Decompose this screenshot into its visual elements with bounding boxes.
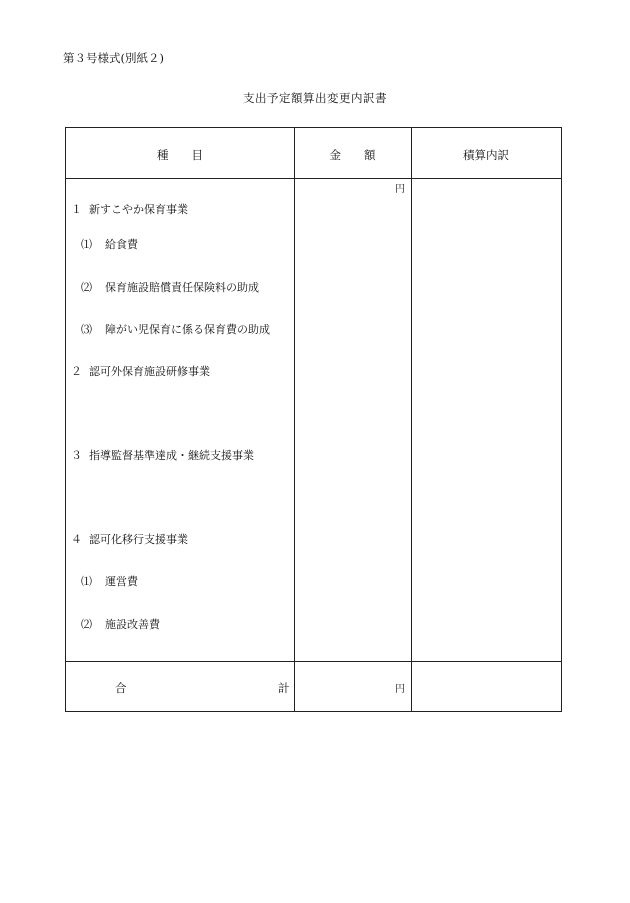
item-number: ⑶ (81, 323, 92, 336)
item-label: 障がい児保育に係る保育費の助成 (105, 323, 270, 336)
header-item: 種 目 (157, 148, 203, 162)
header-breakdown: 積算内訳 (463, 148, 509, 162)
item-number: ３ (71, 449, 82, 462)
item-number: ２ (71, 365, 82, 378)
list-item (81, 236, 138, 252)
item-label: 指導監督基準達成・継続支援事業 (89, 449, 254, 462)
item-label: 運営費 (105, 575, 138, 588)
header-amount: 金 額 (329, 148, 376, 162)
item-number: ⑴ (81, 575, 92, 588)
item-label: 施設改善費 (105, 618, 160, 631)
list-item (71, 531, 188, 547)
amount-unit: 円 (395, 184, 405, 195)
form-number: 第３号様式(別紙２) (63, 51, 164, 65)
breakdown-table (65, 127, 562, 712)
total-label-left: 合 (115, 681, 127, 695)
item-label: 給食費 (105, 238, 138, 251)
total-amount-unit: 円 (395, 684, 405, 695)
list-item (71, 363, 210, 379)
item-label: 保育施設賠償責任保険料の助成 (105, 281, 259, 294)
header-divider (66, 178, 561, 179)
item-number: １ (71, 203, 82, 216)
item-label: 新すこやか保育事業 (89, 203, 188, 216)
list-item (71, 201, 188, 217)
item-number: ４ (71, 533, 82, 546)
document-title: 支出予定額算出変更内訳書 (243, 91, 387, 105)
list-item (81, 573, 138, 589)
item-number: ⑵ (81, 281, 92, 294)
list-item (81, 321, 270, 337)
item-label: 認可化移行支援事業 (89, 533, 188, 546)
total-divider (66, 661, 561, 662)
item-number: ⑵ (81, 618, 92, 631)
total-label-right: 計 (278, 681, 290, 695)
list-item (81, 616, 160, 632)
item-label: 認可外保育施設研修事業 (89, 365, 210, 378)
column-divider (411, 128, 412, 711)
item-number: ⑴ (81, 238, 92, 251)
list-item (81, 279, 259, 295)
list-item (71, 447, 254, 463)
column-divider (294, 128, 295, 711)
